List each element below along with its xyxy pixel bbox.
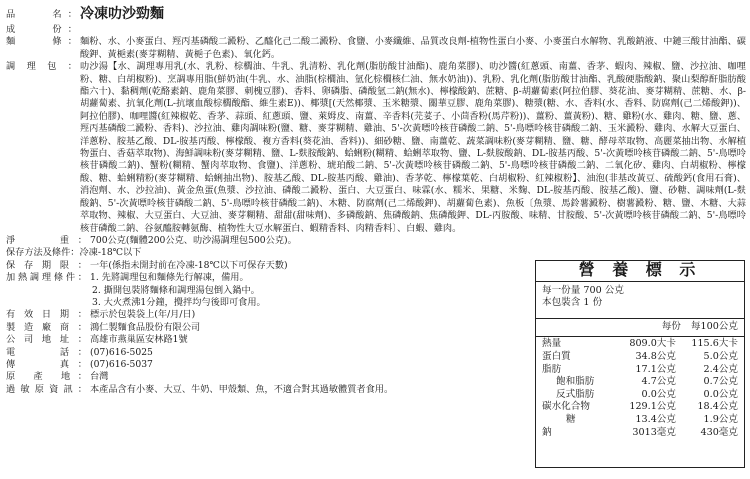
nutrient-name: 鈉: [542, 426, 552, 438]
ingredients-label: 成 份：: [6, 24, 77, 35]
nutrition-title: 營 養 標 示: [536, 261, 744, 282]
nutrition-row: [542, 338, 738, 351]
product-name-label: 品 名：: [6, 9, 77, 20]
fax: (07)616-5037: [90, 358, 153, 370]
nutrient-per-100g: 5.0公克: [703, 350, 738, 362]
phone: (07)616-5025: [90, 346, 153, 358]
storage-row: [6, 247, 526, 259]
nutrient-name: 脂肪: [542, 363, 562, 375]
fax-row: [6, 359, 526, 371]
servings-per-package: 本包裝含 1 份: [542, 297, 603, 309]
fax-label: 傳 真：: [6, 358, 87, 370]
origin-row: [6, 371, 526, 383]
product-details: [6, 235, 526, 396]
seasoning-ingredients: 叻沙湯【水、調理專用乳(水、乳粉、棕櫚油、牛乳、乳清粉、乳化劑(脂肪酸甘油酯)、鹿角菜膠)、叻沙醬(紅蔥頭、南薑、香茅、蝦肉、辣椒、鹽、沙拉油、咖哩粉、糖、白胡椒粉)、烹調專用脂(鮮奶油(牛乳、水、油脂(棕櫚油、氫化棕櫚核仁油、無水奶油))、乳粉、乳化劑(脂肪酸甘油酯、乳酸硬脂酸鈉、聚山梨醇酐脂肪酸酯六十)、黏稠劑(乾酪素鈉、鹿角菜膠、刺槐豆膠)、香料、卵磷脂、磷酸氫二鈉(無水)、檸檬酸鈉、蔗糖、β-胡蘿蔔素(阿拉伯膠、葵花油、麥芽糊精、蔗糖、水、β-胡蘿蔔素、抗氧化劑(L-抗壞血酸棕櫚酸酯、維生素E))、椰漿[(天然椰漿、玉米糖漿、關華豆膠、鹿角菜膠)、糖漿(糖、水、香料(水、香料、防腐劑(己二烯酸鉀))、阿拉伯膠)、咖哩醬(紅辣椒乾、香茅、蒜頭、紅蔥頭、鹽、萊姆皮、南薑、辛香料(芫荽子、小茴香粉(馬芹粉))、薑粉、薑黃粉)、糖、雞粉(水、雞肉、糖、鹽、蔥、羥丙基磷酸二澱粉、香料)、沙拉油、雞肉調味粉(鹽、糖、麥芽糊精、雞油、5'-次黃嘌呤核苷磷酸二鈉、5'-鳥嘌呤核苷磷酸二鈉、玉米澱粉、雞肉、水解大豆蛋白、洋蔥粉、胺基乙酸、DL-胺基丙酸、檸檬酸、複方香料(葵花油、香料))、細砂糖、鹽、南薑乾、蔬菜調味粉(麥芽糊精、鹽、糖、酵母萃取物、高麗菜抽出物、水解植物蛋白、香菇萃取物)、海鮮調味粉(麥芽糊精、鹽、L-麩胺酸鈉、蛤蜊粉(糊精、蛤蜊萃取物、鹽、L-麩胺酸鈉、DL-胺基丙酸、5'-次黃嘌呤核苷磷酸二鈉、5'-鳥嘌呤核苷磷酸二鈉)、蟹粉(糊精、蟹肉萃取物、食鹽)、洋蔥粉、琥珀酸二鈉、5'-次黃嘌呤核苷磷酸二鈉、5'-鳥嘌呤核苷磷酸二鈉、二氧化矽、雞肉、白胡椒粉、檸檬酸、糖、蛤蜊精粉(麥芽糊精、蛤蜊抽出物)、胺基乙酸、DL-胺基丙酸、雞油)、香茅乾、檸檬葉乾、白胡椒粉、紅辣椒粉】、油泡(非基改黃豆、硫酸鈣(食用石膏)、消泡劑、水、沙拉油)、黃金魚蛋(魚漿、沙拉油、磷酸二澱粉、蛋白、大豆蛋白、味霖(水、糯米、果糖、米麴、DL-胺基丙酸、胺基乙酸)、鹽、砂糖、調味劑(L-麩酸鈉、5'-次黃嘌呤核苷磷酸二鈉、5'-鳥嘌呤核苷磷酸二鈉)、木糖、防腐劑(己二烯酸鉀)、胡蘿蔔色素)、魚板〔魚漿、馬鈴薯澱粉、樹薯澱粉、糖、鹽、木糖、大蒜萃取物、辣椒、大豆蛋白、大豆油、麥芽糊精、甜甜(甜味劑)、多磷酸鈉、焦磷酸鈉、焦磷酸鉀、DL-丙胺酸、味精、甘胺酸、5'-次黃嘌呤核苷磷酸二鈉、5'-鳥嘌呤核苷磷酸二鈉、谷氨醯胺轉氨酶、植物性大豆水解蛋白、蝦精香料、肉精香料〕、白蝦、雞肉。: [80, 61, 746, 234]
prep-step-3: 3. 大火煮沸1分鐘，攪拌均勻後即可食用。: [92, 296, 266, 308]
nutrient-name: 飽和脂肪: [556, 376, 595, 388]
storage-label: 保存方法及條件：: [6, 247, 80, 259]
nutrient-name: 蛋白質: [542, 350, 571, 362]
nutrient-per-100g: 1.9公克: [703, 413, 738, 425]
nutrient-per-serving: 34.8公克: [635, 350, 676, 362]
prep-label: 加熱調理條件：: [6, 272, 87, 284]
noodle-ingredients: 麵粉、水、小麥蛋白、羥丙基磷酸二澱粉、乙醯化己二酸二澱粉、食鹽、小麥纖維、品質改良劑-植物性蛋白小麥、小麥蛋白水解物、乳酸鈉液、中鏈三酸甘油酯、碳酸鉀、黃梔素(麥芽糊精、黃梔子色素)、氧化鈣。: [80, 36, 746, 60]
nutrient-per-serving: 809.0大卡: [629, 338, 676, 350]
maker-label: 製造廠商：: [6, 321, 87, 333]
phone-row: [6, 347, 526, 359]
nutrient-per-100g: 0.0公克: [703, 388, 738, 400]
nutrient-per-serving: 13.4公克: [635, 413, 676, 425]
nutrient-per-serving: 0.0公克: [641, 388, 676, 400]
origin: 台灣: [90, 371, 109, 383]
storage-value: 冷凍-18℃以下: [79, 247, 142, 259]
seasoning-label: 調理包：: [6, 61, 77, 73]
nutrition-row: [542, 364, 738, 377]
nutrition-row: [542, 376, 738, 389]
address-label: 公司地址：: [6, 334, 87, 346]
net-weight-row: [6, 235, 526, 247]
nutrition-facts-panel: [535, 260, 745, 468]
nutrient-per-100g: 430毫克: [700, 426, 738, 438]
per-100g-header: 每100公克: [690, 320, 738, 332]
nutrient-per-100g: 115.6大卡: [691, 338, 738, 350]
net-weight: 700公克(麵體200公克、叻沙湯調理包500公克)。: [90, 234, 297, 246]
net-weight-label: 淨 重：: [6, 234, 87, 246]
phone-label: 電 話：: [6, 346, 87, 358]
nutrition-row: [542, 401, 738, 414]
nutrient-per-serving: 129.1公克: [629, 401, 676, 413]
nutrient-per-100g: 18.4公克: [697, 401, 738, 413]
nutrient-per-100g: 2.4公克: [703, 363, 738, 375]
serving-size: 每一份量 700 公克: [542, 284, 624, 296]
nutrient-name: 糖: [566, 413, 576, 425]
per-serving-header: 每份: [661, 320, 681, 332]
nutrition-row: [542, 414, 738, 427]
shelf-life-row: [6, 260, 526, 272]
address: 高雄市燕巢區安林路1號: [90, 334, 188, 346]
maker-row: [6, 322, 526, 334]
allergen-info: 本產品含有小麥、大豆、牛奶、甲殼類、魚，不適合對其過敏體質者食用。: [90, 383, 394, 395]
nutrient-name: 碳水化合物: [542, 401, 590, 413]
prep-step-2: 2. 撕開包裝將麵條和調理湯包倒入鍋中。: [92, 284, 260, 296]
shelf-life: 一年(係指未開封前在冷凍-18℃以下可保存天數): [90, 259, 288, 271]
expiry-row: [6, 309, 526, 321]
maker: 鴻仁製麵食品股份有限公司: [90, 321, 201, 333]
product-name-row: [6, 6, 746, 23]
nutrient-name: 反式脂肪: [556, 388, 595, 400]
seasoning-ingredients-row: [6, 61, 746, 235]
nutrient-per-100g: 0.7公克: [703, 376, 738, 388]
noodle-label: 麵 條：: [6, 36, 77, 48]
nutrient-per-serving: 4.7公克: [641, 376, 676, 388]
shelf-life-label: 保存期限：: [6, 259, 87, 271]
nutrition-table: [536, 337, 744, 440]
nutrition-column-header: [536, 318, 744, 338]
nutrient-name: 熱量: [542, 338, 562, 350]
prep-step-1: 1. 先將調理包和麵條先行解凍，備用。: [90, 272, 249, 284]
expiry-label: 有效日期：: [6, 309, 87, 321]
address-row: [6, 334, 526, 346]
nutrition-row: [542, 389, 738, 402]
expiry: 標示於包裝袋上(年/月/日): [90, 309, 196, 321]
nutrition-row: [542, 351, 738, 364]
allergen-label: 過敏原資訊：: [6, 383, 87, 395]
origin-label: 原 產 地：: [6, 371, 87, 383]
allergen-row: [6, 384, 526, 396]
nutrient-per-serving: 3013毫克: [632, 426, 676, 438]
prep-row: [6, 272, 526, 284]
noodle-ingredients-row: [6, 36, 746, 61]
product-name: 冷凍叻沙勁麵: [80, 6, 164, 22]
nutrition-row: [542, 427, 738, 440]
nutrient-per-serving: 17.1公克: [635, 363, 676, 375]
ingredients-heading-row: [6, 24, 746, 36]
